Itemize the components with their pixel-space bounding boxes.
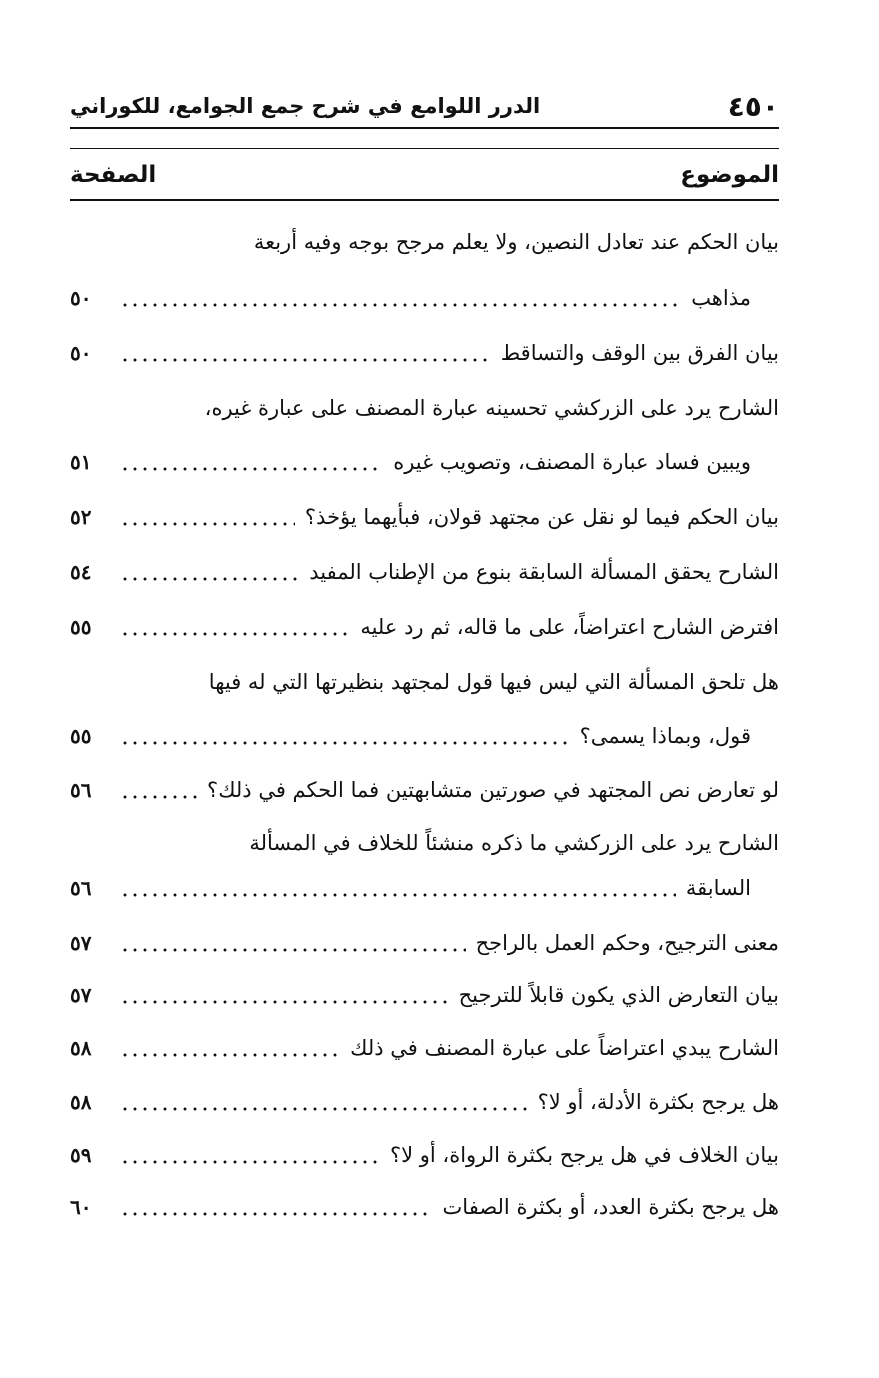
- toc-page-number: ٥٥: [70, 724, 92, 748]
- toc-line: [70, 860, 751, 916]
- toc-line: [70, 544, 779, 600]
- topic-column-heading: الموضوع: [680, 162, 779, 188]
- toc-line-text: الشارح يرد على الزركشي ما ذكره منشئاً للخلاف في المسألة: [249, 831, 779, 855]
- toc-line: [70, 762, 779, 818]
- page-number: ٤٥٠: [727, 89, 779, 123]
- toc-line: [70, 214, 779, 270]
- toc-line: [70, 708, 751, 764]
- toc-line-text: بيان الخلاف في هل يرجح بكثرة الرواة، أو لا؟: [389, 1143, 779, 1167]
- toc-line-text: لو تعارض نص المجتهد في صورتين متشابهتين فما الحكم في ذلك؟: [207, 778, 779, 802]
- toc-line-text: معنى الترجيح، وحكم العمل بالراجح: [475, 931, 779, 955]
- toc-page-number: ٥٤: [70, 560, 92, 584]
- toc-page-number: ٥٩: [70, 1143, 92, 1167]
- toc-line: [70, 270, 751, 326]
- dot-leader: [120, 577, 299, 581]
- toc-line-text: الشارح يحقق المسألة السابقة بنوع من الإطناب المفيد: [309, 560, 779, 584]
- dot-leader: [120, 522, 295, 526]
- toc-page-number: ٥٠: [70, 286, 92, 310]
- toc-page-number: ٥٠: [70, 341, 92, 365]
- toc-page-number: ٥٨: [70, 1036, 92, 1060]
- toc-line: [70, 434, 751, 490]
- toc-line: [70, 654, 779, 710]
- toc-line: [70, 1074, 779, 1130]
- dot-leader: [120, 358, 491, 362]
- header-rule-bottom: [70, 148, 779, 149]
- toc-page-number: ٥٦: [70, 778, 92, 802]
- toc-line: [70, 325, 779, 381]
- dot-leader: [120, 1160, 380, 1164]
- toc-line-text: بيان التعارض الذي يكون قابلاً للترجيح: [458, 983, 779, 1007]
- dot-leader: [120, 1107, 528, 1111]
- toc-page-number: ٥٦: [70, 876, 92, 900]
- toc-line-text: ويبين فساد عبارة المصنف، وتصويب غيره: [393, 450, 751, 474]
- toc-line-text: هل يرجح بكثرة العدد، أو بكثرة الصفات: [442, 1195, 779, 1219]
- header-rule-top: [70, 127, 779, 129]
- column-heading-rule: [70, 199, 779, 201]
- toc-line-text: الشارح يبدي اعتراضاً على عبارة المصنف في ذلك: [350, 1036, 779, 1060]
- toc-page-number: ٥١: [70, 450, 92, 474]
- toc-line-text: قول، وبماذا يسمى؟: [579, 724, 751, 748]
- toc-page-number: ٦٠: [70, 1195, 92, 1219]
- dot-leader: [120, 948, 466, 952]
- book-title: الدرر اللوامع في شرح جمع الجوامع، للكوراني: [70, 94, 541, 118]
- dot-leader: [120, 303, 681, 307]
- dot-leader: [120, 741, 570, 745]
- toc-page-number: ٥٨: [70, 1090, 92, 1114]
- toc-line-text: الشارح يرد على الزركشي تحسينه عبارة المصنف على عبارة غيره،: [204, 396, 779, 420]
- dot-leader: [120, 1212, 433, 1216]
- dot-leader: [120, 1000, 449, 1004]
- toc-line: [70, 599, 779, 655]
- dot-leader: [120, 795, 197, 799]
- toc-line: [70, 380, 779, 436]
- running-header: [70, 86, 779, 126]
- toc-page-number: ٥٢: [70, 505, 92, 529]
- toc-line-text: مذاهب: [691, 286, 751, 310]
- toc-page-number: ٥٧: [70, 931, 92, 955]
- column-headings: [70, 152, 779, 198]
- toc-line: [70, 915, 779, 971]
- page-column-heading: الصفحة: [70, 162, 157, 188]
- toc-line-text: هل يرجح بكثرة الأدلة، أو لا؟: [537, 1090, 779, 1114]
- toc-line: [70, 967, 779, 1023]
- toc-page-number: ٥٧: [70, 983, 92, 1007]
- toc-line: [70, 1020, 779, 1076]
- toc-line-text: افترض الشارح اعتراضاً، على ما قاله، ثم رد عليه: [360, 615, 779, 639]
- toc-line: [70, 1179, 779, 1235]
- dot-leader: [120, 893, 676, 897]
- toc-line-text: هل تلحق المسألة التي ليس فيها قول لمجتهد بنظيرتها التي له فيها: [208, 670, 779, 694]
- dot-leader: [120, 632, 350, 636]
- toc-line-text: بيان الحكم فيما لو نقل عن مجتهد قولان، فبأيهما يؤخذ؟: [304, 505, 779, 529]
- toc-line: [70, 489, 779, 545]
- dot-leader: [120, 1053, 340, 1057]
- toc-line-text: بيان الحكم عند تعادل النصين، ولا يعلم مرجح بوجه وفيه أربعة: [253, 230, 779, 254]
- toc-line: [70, 1127, 779, 1183]
- dot-leader: [120, 467, 383, 471]
- toc-page-number: ٥٥: [70, 615, 92, 639]
- toc-line-text: بيان الفرق بين الوقف والتساقط: [500, 341, 779, 365]
- toc-line-text: السابقة: [685, 876, 751, 900]
